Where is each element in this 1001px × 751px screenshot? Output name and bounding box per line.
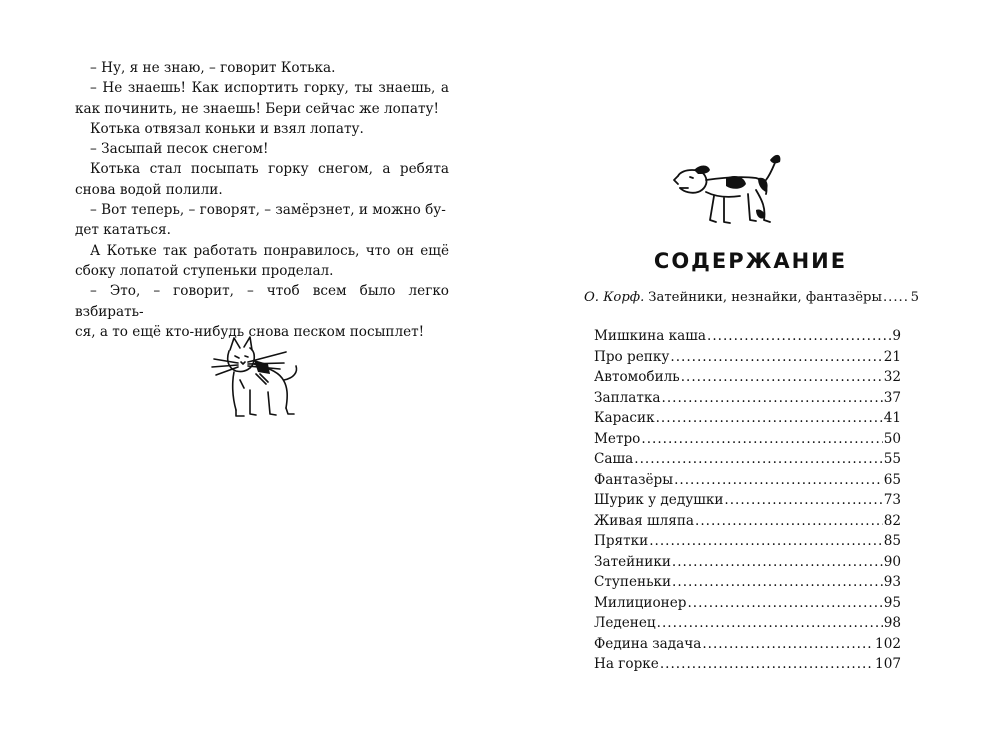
cat-illustration-icon (210, 334, 302, 420)
entry-title: Федина задача (594, 635, 702, 652)
dot-leader (883, 289, 910, 307)
story-text (75, 58, 449, 342)
intro-title: Затейники, незнайки, фантазёры (648, 290, 882, 305)
paragraph: – Засыпай песок снегом! (90, 141, 269, 158)
entry-page-number: 55 (883, 451, 901, 467)
dot-leader (657, 613, 883, 634)
contents-entry[interactable] (594, 511, 901, 532)
entry-title: Про репку (594, 348, 670, 365)
entry-page-number: 107 (875, 656, 901, 672)
dot-leader (670, 347, 882, 368)
entry-title: Метро (594, 430, 641, 447)
contents-entry[interactable] (594, 572, 901, 593)
entry-title: Карасик (594, 410, 655, 426)
contents-list (594, 326, 901, 675)
dot-leader (672, 552, 883, 573)
entry-page-number: 98 (883, 615, 901, 631)
entry-title: Живая шляпа (594, 512, 695, 529)
entry-page-number: 82 (883, 512, 901, 529)
left-page (0, 0, 500, 751)
contents-entry[interactable] (594, 552, 901, 573)
entry-page-number: 9 (892, 328, 901, 344)
dot-leader (656, 408, 883, 429)
entry-title: Затейники (594, 553, 671, 570)
entry-page-number: 85 (883, 533, 901, 549)
intro-author: О. Корф. (584, 290, 645, 305)
contents-entry[interactable] (594, 470, 901, 491)
contents-entry[interactable] (594, 531, 901, 552)
entry-page-number: 21 (883, 348, 901, 365)
contents-entry[interactable] (594, 490, 901, 511)
contents-entry[interactable] (594, 408, 901, 429)
contents-entry[interactable] (594, 613, 901, 634)
dog-illustration-icon (670, 150, 790, 230)
intro-page-number: 5 (910, 290, 919, 305)
paragraph: А Котьке так работать понравилось, что он ещё сбоку лопатой ступеньки проделал. (75, 242, 449, 279)
entry-page-number: 50 (883, 430, 901, 447)
entry-page-number: 95 (883, 594, 901, 611)
paragraph: – Не знаешь! Как испортить горку, ты знаешь, а как починить, не знаешь! Бери сейчас же лопату! (75, 80, 449, 117)
dot-leader (681, 367, 883, 388)
entry-page-number: 90 (883, 553, 901, 570)
contents-intro-entry[interactable] (584, 289, 919, 307)
entry-title: Леденец (594, 615, 656, 631)
contents-entry[interactable] (594, 429, 901, 450)
dot-leader (660, 654, 874, 675)
entry-title: Мишкина каша (594, 328, 707, 344)
paragraph: Котька отвязал коньки и взял лопату. (90, 120, 364, 137)
dot-leader (634, 449, 882, 470)
contents-entry[interactable] (594, 367, 901, 388)
contents-heading: СОДЕРЖАНИЕ (653, 249, 848, 273)
entry-page-number: 102 (875, 635, 901, 652)
paragraph: – Вот теперь, – говорят, – замёрзнет, и можно бу- дет кататься. (75, 202, 446, 239)
dot-leader (707, 326, 891, 347)
entry-title: Прятки (594, 533, 649, 549)
paragraph: – Это, – говорит, – чтоб всем было легко взбирать- ся, а то ещё кто-нибудь снова песком посыплет! (75, 283, 449, 340)
entry-title: Ступеньки (594, 574, 672, 590)
dot-leader (662, 388, 883, 409)
dot-leader (695, 511, 883, 532)
contents-entry[interactable] (594, 388, 901, 409)
entry-title: Шурик у дедушки (594, 492, 724, 508)
contents-entry[interactable] (594, 347, 901, 368)
contents-entry[interactable] (594, 326, 901, 347)
entry-page-number: 93 (883, 574, 901, 590)
entry-title: Автомобиль (594, 369, 680, 385)
contents-entry[interactable] (594, 634, 901, 655)
dot-leader (687, 593, 882, 614)
dot-leader (724, 490, 882, 511)
dot-leader (702, 634, 874, 655)
dot-leader (641, 429, 882, 450)
paragraph: Котька стал посыпать горку снегом, а ребята снова водой полили. (75, 161, 449, 198)
entry-page-number: 37 (883, 389, 901, 406)
entry-title: На горке (594, 656, 659, 672)
entry-page-number: 32 (883, 369, 901, 385)
contents-entry[interactable] (594, 449, 901, 470)
dot-leader (649, 531, 882, 552)
contents-entry[interactable] (594, 593, 901, 614)
entry-title: Саша (594, 451, 634, 467)
right-page (500, 0, 1001, 751)
entry-page-number: 73 (883, 492, 901, 508)
entry-page-number: 65 (883, 471, 901, 488)
entry-page-number: 41 (883, 410, 901, 426)
entry-title: Заплатка (594, 389, 661, 406)
contents-entry[interactable] (594, 654, 901, 675)
dot-leader (672, 572, 883, 593)
entry-title: Милиционер (594, 594, 687, 611)
entry-title: Фантазёры (594, 471, 674, 488)
dot-leader (674, 470, 883, 491)
paragraph: – Ну, я не знаю, – говорит Котька. (90, 60, 336, 76)
